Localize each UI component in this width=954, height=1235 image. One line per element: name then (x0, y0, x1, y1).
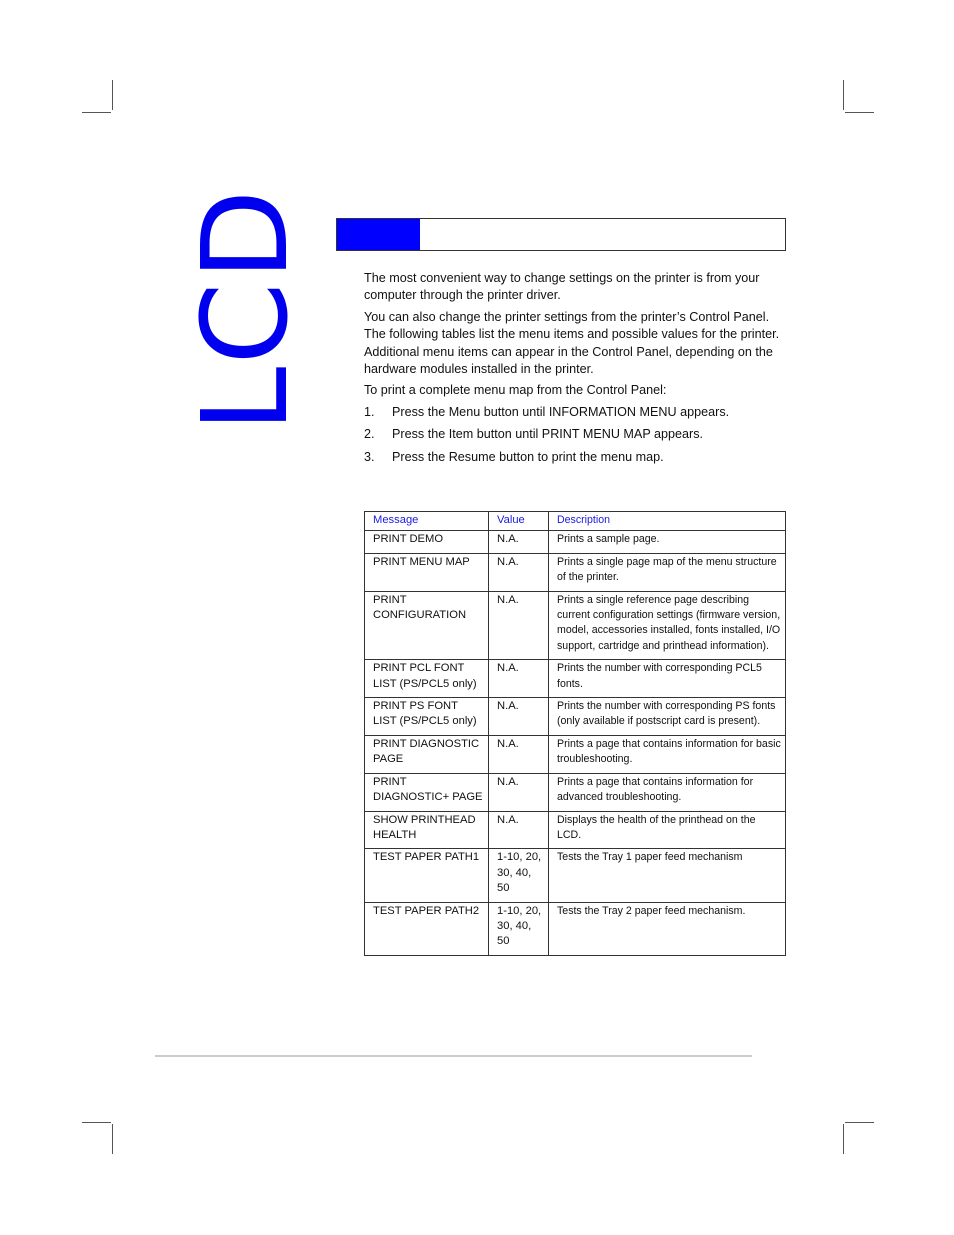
cell-message: PRINT PCL FONT LIST (PS/PCL5 only) (365, 660, 489, 698)
column-header-value: Value (489, 512, 549, 531)
cell-value: N.A. (489, 531, 549, 553)
step-number: 3. (364, 449, 375, 464)
crop-mark-top-right-h (845, 112, 874, 113)
cell-message: PRINT CONFIGURATION (365, 591, 489, 660)
cell-message: TEST PAPER PATH2 (365, 902, 489, 955)
step-text: Press the Item button until PRINT MENU MAP appears. (392, 427, 704, 442)
crop-mark-bottom-left-v (112, 1124, 113, 1154)
cell-message: TEST PAPER PATH1 (365, 849, 489, 902)
intro-text (364, 270, 789, 471)
cell-value: N.A. (489, 591, 549, 660)
table-row (365, 902, 786, 955)
crop-mark-bottom-left-h (82, 1122, 111, 1123)
cell-message: PRINT DEMO (365, 531, 489, 553)
step-text: Press the Menu button until INFORMATION MENU appears. (392, 404, 730, 419)
table-row (365, 773, 786, 811)
footer-rule (155, 1055, 752, 1057)
cell-description: Prints a single page map of the menu structure of the printer. (549, 553, 786, 591)
cell-description: Prints the number with corresponding PCL5 fonts. (549, 660, 786, 698)
cell-description: Prints a sample page. (549, 531, 786, 553)
cell-message: PRINT PS FONT LIST (PS/PCL5 only) (365, 698, 489, 736)
cell-description: Tests the Tray 1 paper feed mechanism (549, 849, 786, 902)
crop-mark-bottom-right-h (845, 1122, 874, 1123)
column-header-message: Message (365, 512, 489, 531)
intro-paragraph: You can also change the printer settings from the printer’s Control Panel. The following tables list the menu items and possible values for the printer. Additional menu items can appear in the Control Panel, depending on the hardware modules installed in the printer. (364, 309, 780, 377)
table-row (365, 553, 786, 591)
step-text: Press the Resume button to print the menu map. (392, 449, 664, 464)
crop-mark-top-left-v (112, 80, 113, 110)
table-row (365, 849, 786, 902)
cell-message: PRINT DIAGNOSTIC+ PAGE (365, 773, 489, 811)
cell-description: Prints the number with corresponding PS fonts (only available if postscript card is present). (549, 698, 786, 736)
cell-value: 1-10, 20, 30, 40, 50 (489, 902, 549, 955)
side-title (176, 187, 314, 433)
cell-value: N.A. (489, 698, 549, 736)
table-row (365, 591, 786, 660)
section-heading-box (336, 218, 786, 251)
table-row (365, 735, 786, 773)
cell-message: PRINT MENU MAP (365, 553, 489, 591)
menu-items-table (364, 511, 786, 956)
cell-value: N.A. (489, 773, 549, 811)
cell-description: Prints a single reference page describing current configuration settings (firmware version, model, accessories installed, fonts installed, I/O support, cartridge and printhead information). (549, 591, 786, 660)
table-row (365, 531, 786, 553)
step-number: 1. (364, 404, 375, 419)
cell-description: Prints a page that contains information for advanced troubleshooting. (549, 773, 786, 811)
cell-value: N.A. (489, 660, 549, 698)
intro-paragraph: The most convenient way to change settings on the printer is from your computer through the printer driver. (364, 271, 760, 303)
cell-value: 1-10, 20, 30, 40, 50 (489, 849, 549, 902)
cell-description: Tests the Tray 2 paper feed mechanism. (549, 902, 786, 955)
table-row (365, 660, 786, 698)
cell-value: N.A. (489, 553, 549, 591)
step-item (364, 426, 789, 443)
crop-mark-top-right-v (843, 80, 844, 110)
cell-value: N.A. (489, 735, 549, 773)
steps-list (364, 404, 789, 466)
section-heading-accent (337, 219, 420, 250)
side-title-text: LCD (176, 187, 314, 433)
cell-description: Prints a page that contains information for basic troubleshooting. (549, 735, 786, 773)
cell-value: N.A. (489, 811, 549, 849)
table-row (365, 811, 786, 849)
cell-message: PRINT DIAGNOSTIC PAGE (365, 735, 489, 773)
intro-paragraph: To print a complete menu map from the Control Panel: (364, 383, 667, 398)
crop-mark-top-left-h (82, 112, 111, 113)
cell-description: Displays the health of the printhead on the LCD. (549, 811, 786, 849)
column-header-description: Description (549, 512, 786, 531)
step-item (364, 449, 789, 466)
step-item (364, 404, 789, 421)
table-header-row (365, 512, 786, 531)
table-row (365, 698, 786, 736)
cell-message: SHOW PRINTHEAD HEALTH (365, 811, 489, 849)
step-number: 2. (364, 427, 375, 442)
crop-mark-bottom-right-v (843, 1124, 844, 1154)
